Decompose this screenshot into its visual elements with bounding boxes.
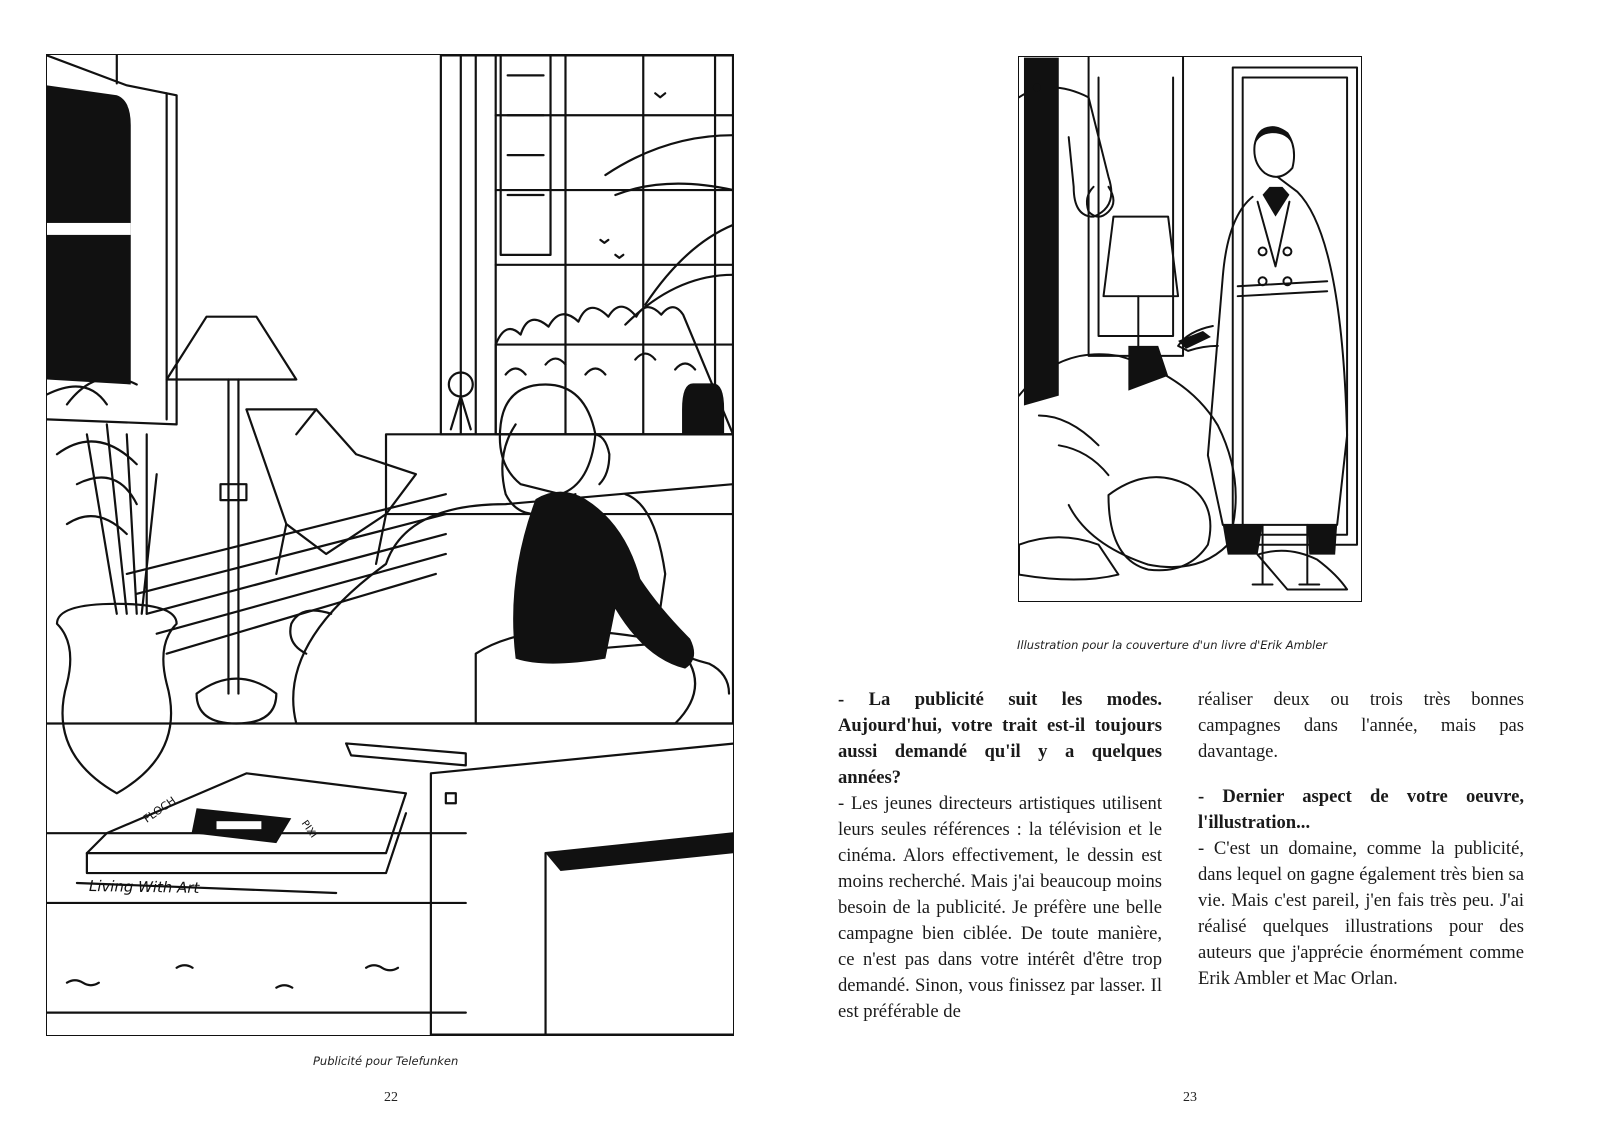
book-cover-top-text: FLOCH [140, 794, 179, 826]
left-page [0, 0, 790, 1138]
erik-ambler-drawing [1019, 57, 1361, 601]
erik-ambler-illustration [1018, 56, 1362, 602]
right-caption: Illustration pour la couverture d'un livre d'Erik Ambler [1017, 638, 1328, 652]
answer-fashion: - Les jeunes directeurs artistiques utilisent leurs seules références : la télévision et le cinéma. Alors effectivement, le dessin est moins recherché. Mais j'ai beaucoup moins besoin de la publicité. Je préfère une belle campagne bien ciblée. De toute manière, ce n'est pas dans votre intérêt d'être trop demandé. Sinon, vous finissez par lasser. Il est préférable de [838, 793, 1162, 1022]
left-caption: Publicité pour Telefunken [313, 1054, 459, 1068]
answer-illustration: - C'est un domaine, comme la publicité, dans lequel on gagne également très bien sa vie. Mais c'est pareil, j'en fais très peu. J'ai réalisé quelques illustrations pour des auteurs que j'apprécie énormément comme Erik Ambler et Mac Orlan. [1198, 838, 1524, 989]
telefunken-illustration [46, 54, 734, 1036]
column-left [838, 687, 1162, 1025]
question-illustration: - Dernier aspect de votre oeuvre, l'illustration... [1198, 786, 1524, 833]
question-fashion: - La publicité suit les modes. Aujourd'hui, votre trait est-il toujours aussi demandé qu'il y a quelques années? [838, 689, 1162, 788]
page-number-right: 23 [1183, 1090, 1197, 1105]
column-right [1198, 687, 1524, 992]
right-page [790, 0, 1600, 1138]
book-title-text: Living With Art [88, 876, 200, 897]
page-number-left: 22 [384, 1090, 398, 1105]
telefunken-drawing [47, 55, 733, 1035]
answer-fashion-continued: réaliser deux ou trois très bonnes campagnes dans l'année, mais pas davantage. [1198, 689, 1524, 762]
book-cover-side-text: PIXI [298, 818, 319, 841]
